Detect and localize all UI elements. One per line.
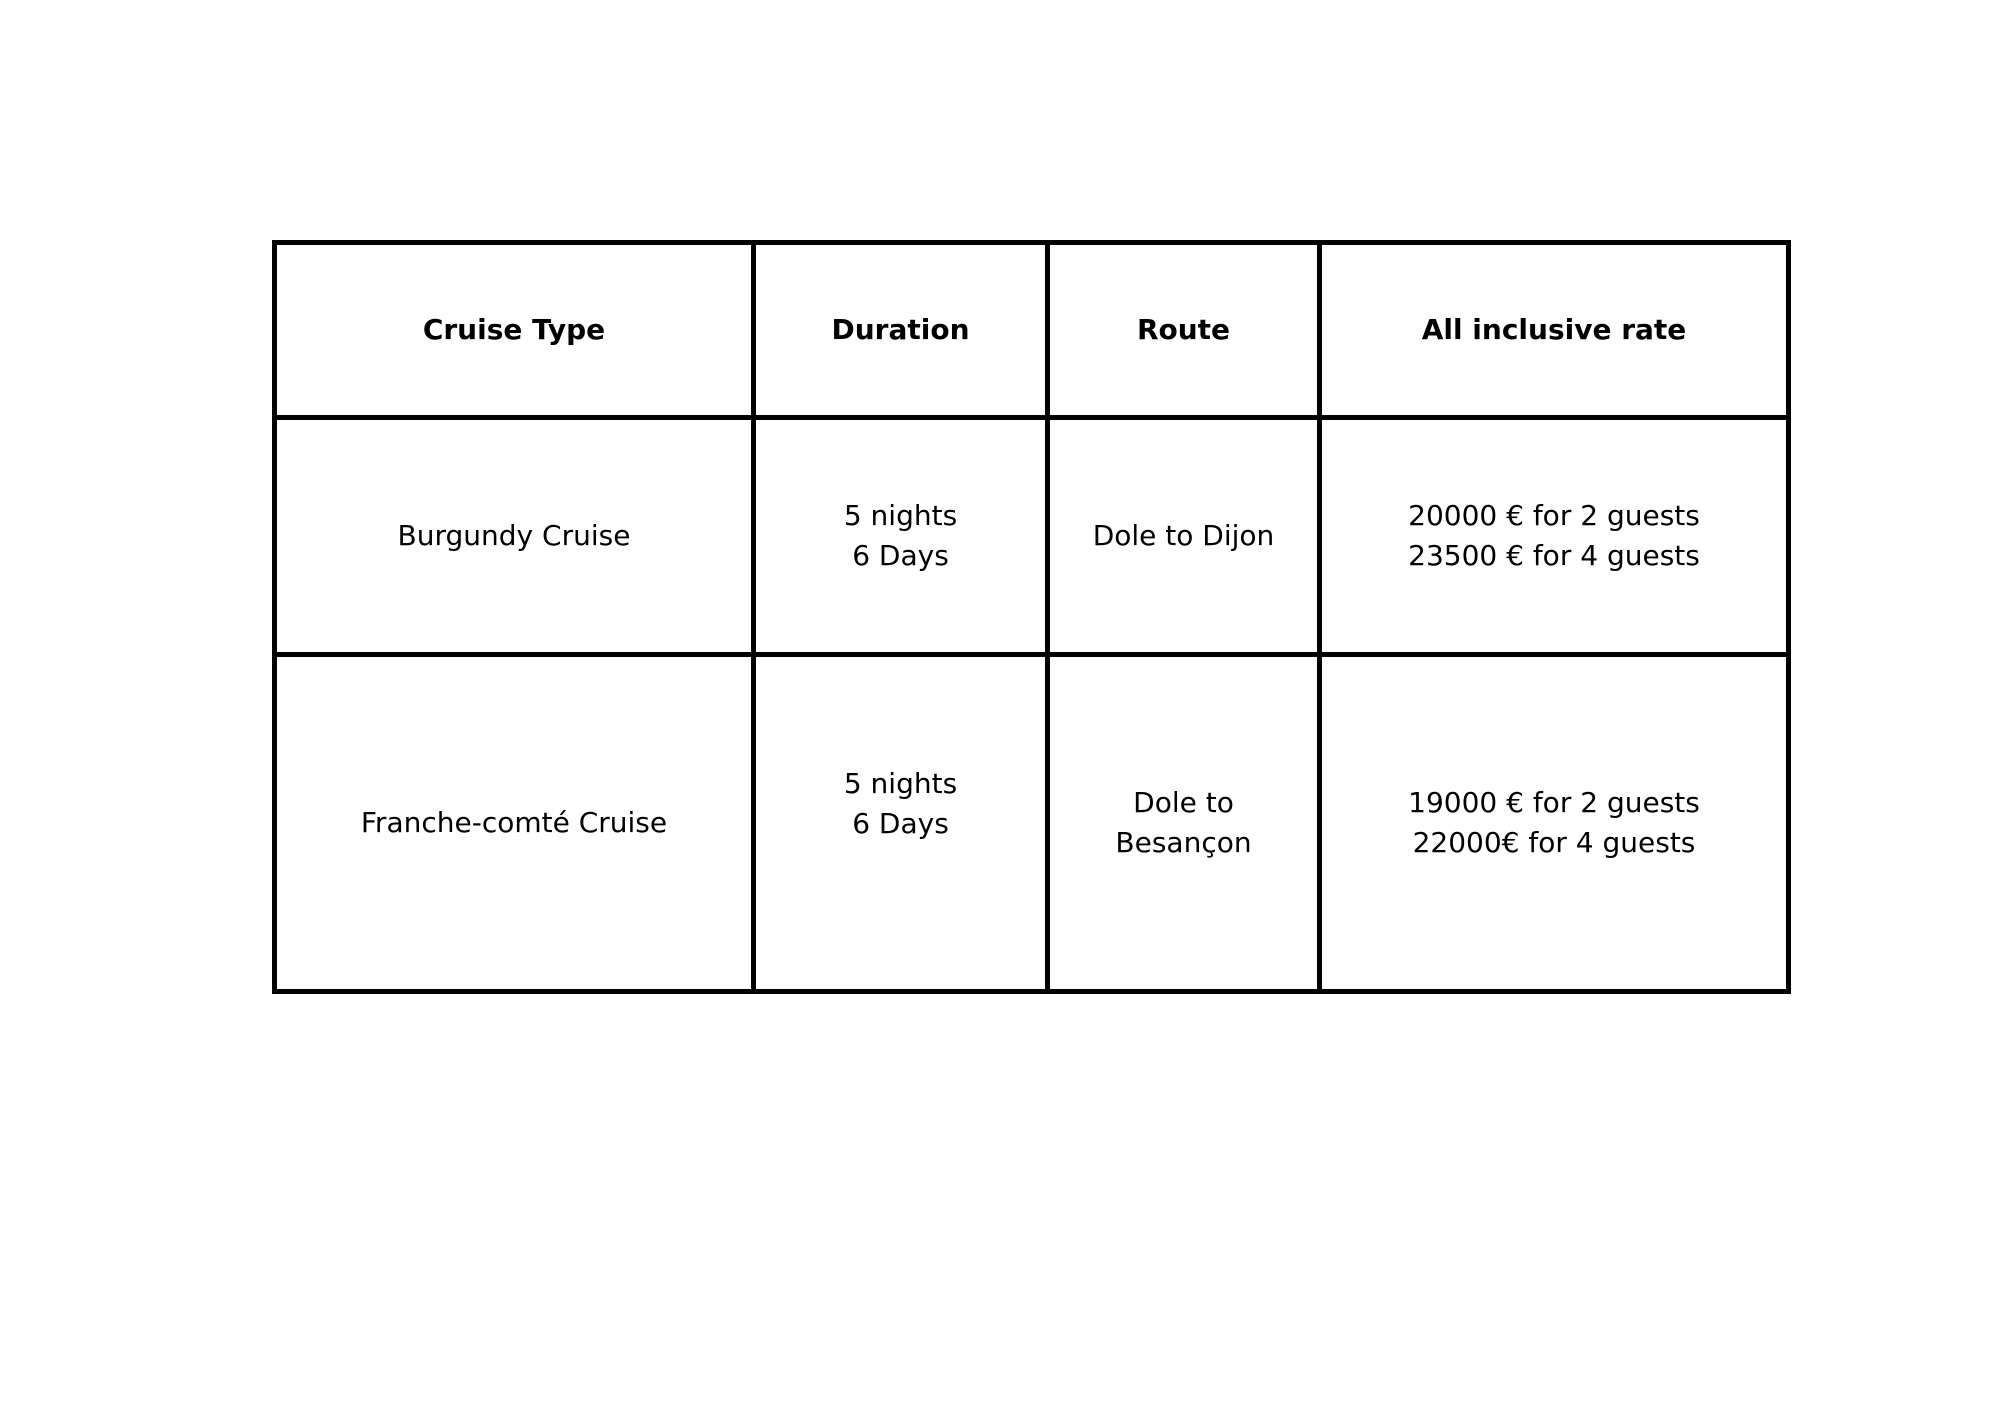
cell-cruise-type (275, 418, 754, 655)
cell-duration (754, 655, 1048, 992)
cell-route (1048, 418, 1320, 655)
duration-days: 6 Days (852, 539, 949, 572)
header-cruise-type: Cruise Type (275, 243, 754, 418)
duration-nights: 5 nights (843, 767, 958, 800)
cruise-type-text: Burgundy Cruise (397, 519, 631, 552)
cell-route (1048, 655, 1320, 992)
route-line-1: Dole to (1133, 786, 1234, 819)
rate-4-guests: 22000€ for 4 guests (1412, 826, 1696, 859)
cruise-rates-table (272, 240, 1791, 994)
table-row (275, 418, 1789, 655)
cruise-type-text: Franche-comté Cruise (360, 806, 668, 839)
route-line-2: Besançon (1115, 826, 1252, 859)
cell-duration (754, 418, 1048, 655)
header-row (275, 243, 1789, 418)
cell-rate (1320, 418, 1789, 655)
header-rate: All inclusive rate (1320, 243, 1789, 418)
header-duration: Duration (754, 243, 1048, 418)
route-text: Dole to Dijon (1092, 519, 1275, 552)
cell-rate (1320, 655, 1789, 992)
table-header (275, 243, 1789, 418)
header-route: Route (1048, 243, 1320, 418)
rate-4-guests: 23500 € for 4 guests (1408, 539, 1700, 572)
table-row (275, 655, 1789, 992)
duration-nights: 5 nights (843, 499, 958, 532)
duration-days: 6 Days (852, 807, 949, 840)
rate-2-guests: 20000 € for 2 guests (1408, 499, 1700, 532)
rate-2-guests: 19000 € for 2 guests (1408, 786, 1700, 819)
cell-cruise-type (275, 655, 754, 992)
table-body (275, 418, 1789, 992)
